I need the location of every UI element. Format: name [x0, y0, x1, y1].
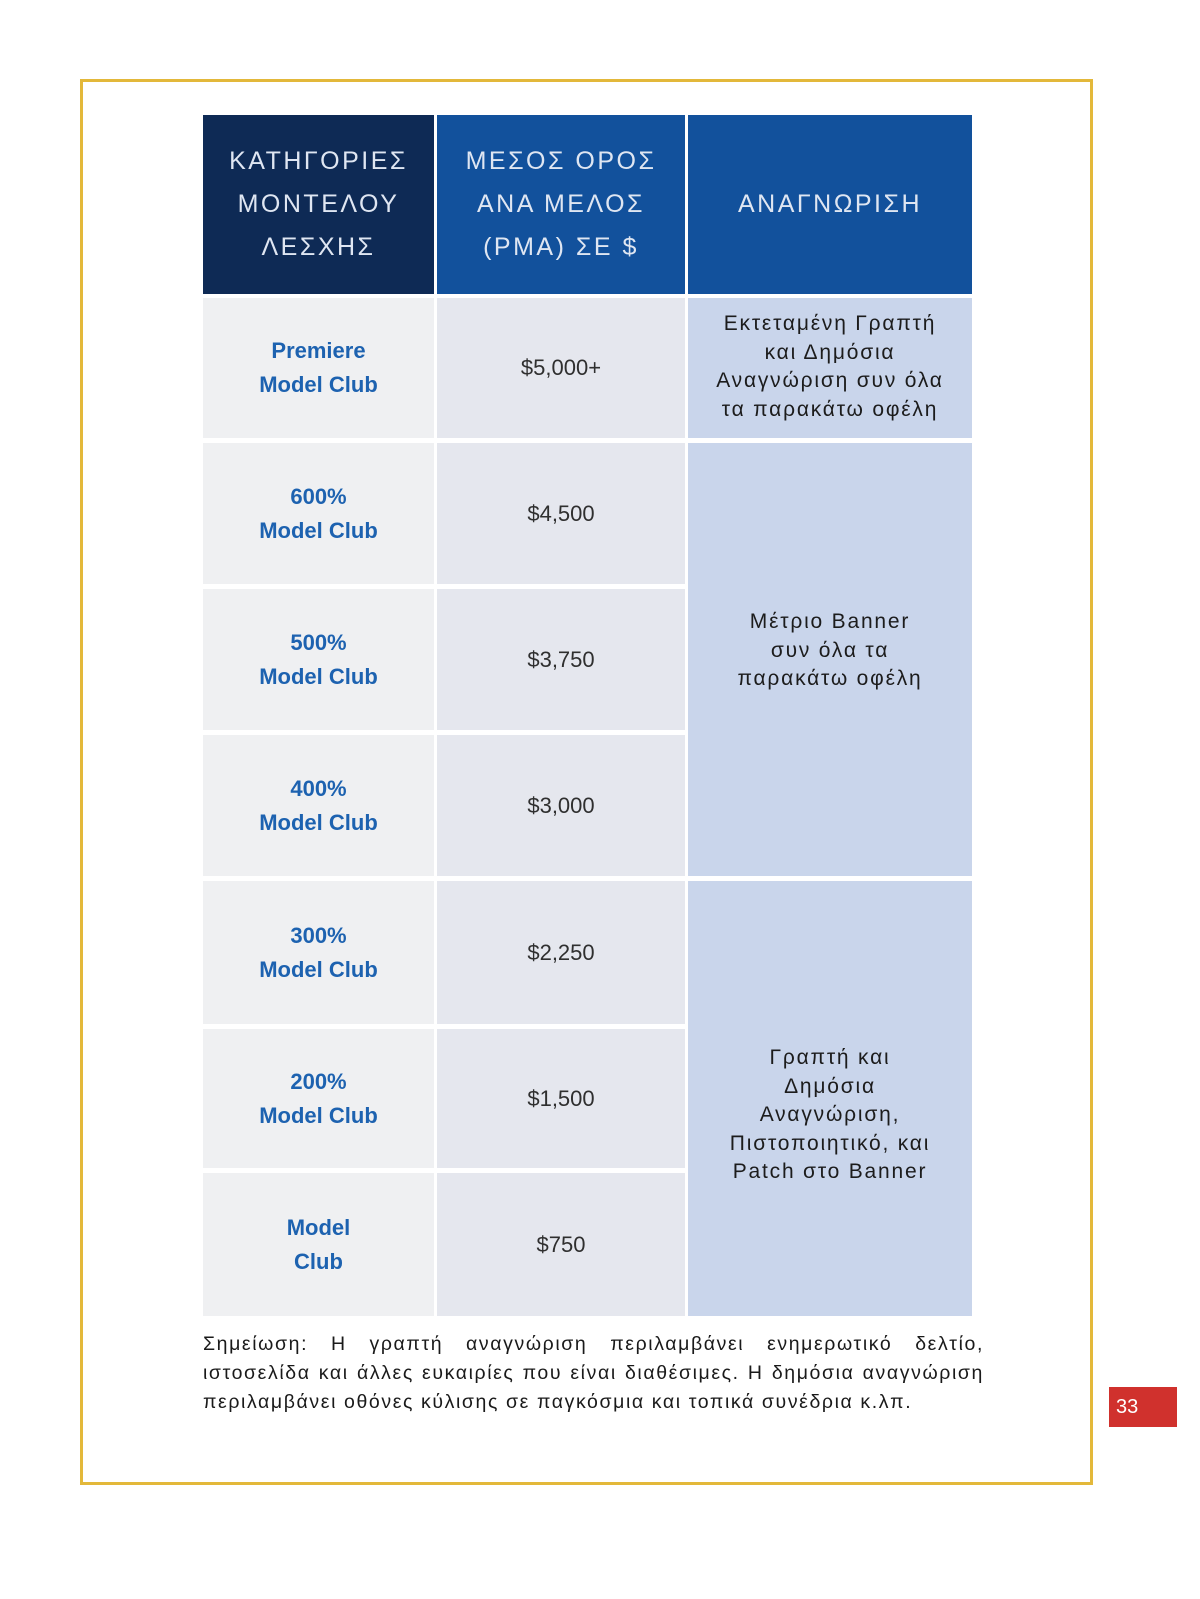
- category-line: Premiere: [271, 338, 366, 363]
- pma-cell: $3,750: [437, 589, 685, 730]
- recognition-cell-banner: [688, 443, 972, 876]
- recognition-line: Patch στο Banner: [732, 1160, 928, 1183]
- recognition-line: Αναγνώριση συν όλα: [716, 369, 944, 392]
- header-category-line: ΜΟΝΤΕΛΟΥ: [237, 190, 400, 218]
- header-recognition-line: ΑΝΑΓΝΩΡΙΣΗ: [737, 190, 923, 218]
- header-category-line: ΚΑΤΗΓΟΡΙΕΣ: [229, 147, 408, 175]
- header-pma-line: ΜΕΣΟΣ ΟΡΟΣ: [465, 147, 657, 175]
- pma-cell: $5,000+: [437, 298, 685, 438]
- category-line: 600%: [290, 483, 347, 509]
- category-line: 400%: [290, 775, 347, 801]
- category-line: Model: [286, 1214, 351, 1240]
- category-cell: [203, 881, 434, 1024]
- page-number-badge: 33: [1109, 1387, 1177, 1427]
- category-line: 300%: [290, 922, 347, 948]
- category-cell: [203, 1029, 434, 1168]
- recognition-line: τα παρακάτω οφέλη: [721, 397, 939, 421]
- category-line: Model Club: [259, 517, 378, 543]
- recognition-line: συν όλα τα: [770, 638, 890, 662]
- category-cell: [203, 735, 434, 876]
- recognition-line: Εκτεταμένη Γραπτή: [723, 312, 937, 335]
- category-line: Club: [294, 1248, 343, 1274]
- recognition-line: Αναγνώριση,: [759, 1103, 901, 1126]
- pma-cell: $2,250: [437, 881, 685, 1024]
- pma-cell: $4,500: [437, 443, 685, 584]
- header-recognition: [688, 115, 972, 294]
- recognition-line: Γραπτή και: [769, 1046, 891, 1069]
- recognition-line: και Δημόσια: [764, 340, 896, 364]
- header-category-line: ΛΕΣΧΗΣ: [261, 233, 376, 261]
- recognition-cell-certificate: [688, 881, 972, 1316]
- pma-cell: $3,000: [437, 735, 685, 876]
- category-cell: [203, 298, 434, 438]
- header-pma-line: ΑΝΑ ΜΕΛΟΣ: [476, 190, 646, 218]
- category-cell: [203, 1173, 434, 1316]
- category-cell: [203, 443, 434, 584]
- category-line: 500%: [290, 629, 347, 655]
- pma-cell: $750: [437, 1173, 685, 1316]
- header-pma-line: (PMA) ΣΕ $: [483, 233, 639, 261]
- recognition-line: παρακάτω οφέλη: [737, 667, 923, 690]
- category-line: Model Club: [259, 372, 378, 397]
- header-category: [203, 115, 434, 294]
- recognition-line: Πιστοποιητικό, και: [729, 1131, 931, 1155]
- category-line: Model Club: [259, 956, 378, 982]
- recognition-line: Μέτριο Banner: [749, 610, 911, 633]
- footnote: Σημείωση: Η γραπτή αναγνώριση περιλαμβάνει ενημερωτικό δελτίο, ιστοσελίδα και άλλες ευκαιρίες που είναι διαθέσιμες. Η δημόσια αναγνώριση περιλαμβάνει οθόνες κύλισης σε παγκόσμια και τοπικά συνέδρια κ.λπ.: [203, 1333, 984, 1413]
- category-line: Model Club: [259, 1102, 378, 1128]
- category-line: Model Club: [259, 809, 378, 835]
- header-pma: [437, 115, 685, 294]
- category-line: Model Club: [259, 663, 378, 689]
- pma-cell: $1,500: [437, 1029, 685, 1168]
- recognition-cell-extended: [688, 298, 972, 438]
- recognition-line: Δημόσια: [784, 1074, 876, 1098]
- category-cell: [203, 589, 434, 730]
- category-line: 200%: [290, 1068, 347, 1094]
